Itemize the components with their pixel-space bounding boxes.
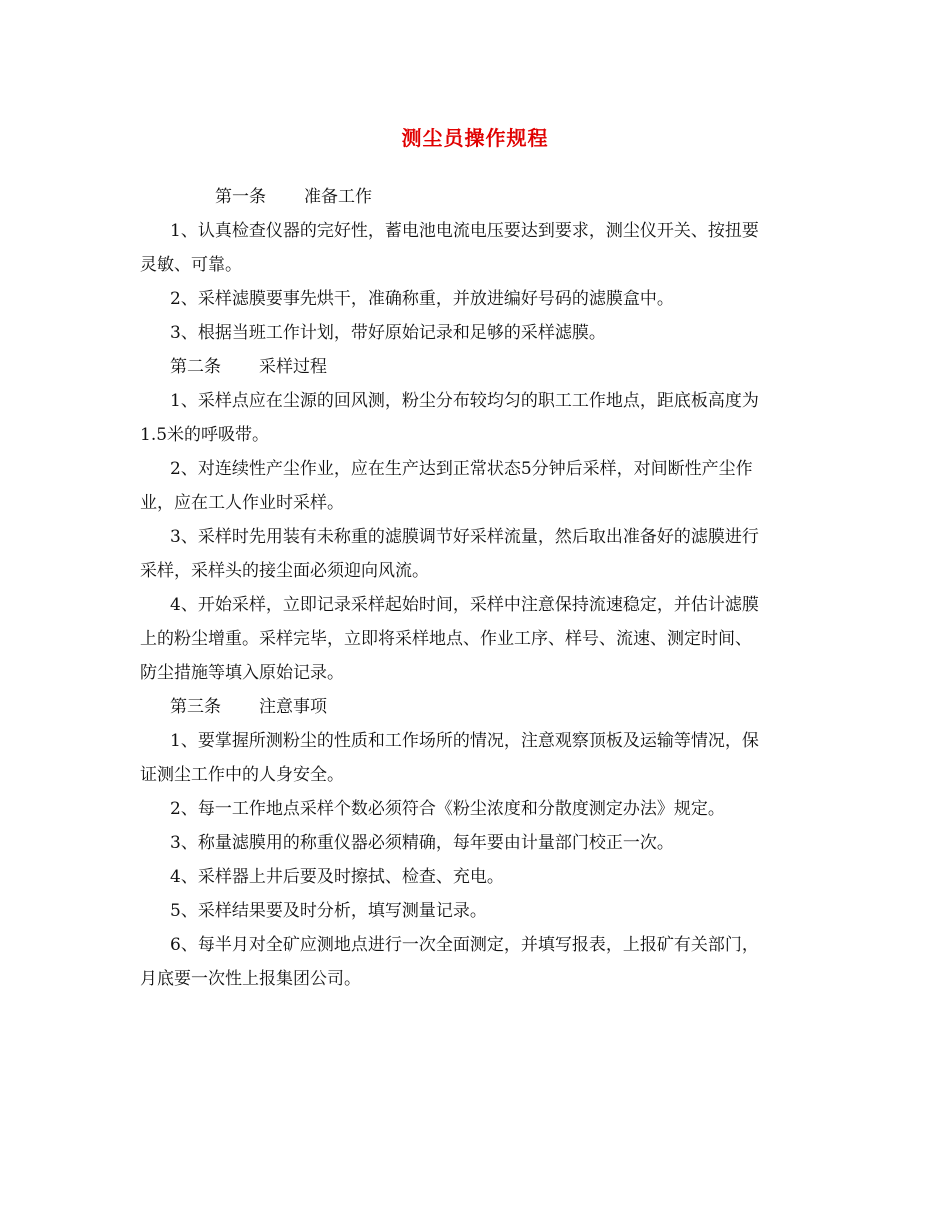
clause-line: 2、采样滤膜要事先烘干，准确称重，并放进编好号码的滤膜盒中。 — [170, 289, 674, 309]
clause-line: 月底要一次性上报集团公司。 — [140, 969, 361, 989]
clause-line: 5、采样结果要及时分析，填写测量记录。 — [170, 901, 487, 921]
document-title: 测尘员操作规程 — [401, 126, 549, 150]
article-heading — [140, 350, 812, 384]
clause-line: 防尘措施等填入原始记录。 — [140, 663, 344, 683]
clause-line: 1、认真检查仪器的完好性，蓄电池电流电压要达到要求，测尘仪开关、按扭要 — [170, 221, 759, 241]
clause-line: 证测尘工作中的人身安全。 — [140, 765, 344, 785]
article-title: 准备工作 — [304, 187, 372, 207]
article-label: 第三条 — [170, 697, 221, 717]
document-body — [140, 180, 812, 996]
clause-line: 业，应在工人作业时采样。 — [140, 493, 344, 513]
article-label: 第一条 — [215, 187, 266, 207]
clause-line: 1、采样点应在尘源的回风测，粉尘分布较均匀的职工工作地点，距底板高度为 — [170, 391, 759, 411]
clause-line: 3、称量滤膜用的称重仪器必须精确，每年要由计量部门校正一次。 — [170, 833, 674, 853]
clause-line: 3、根据当班工作计划，带好原始记录和足够的采样滤膜。 — [170, 323, 606, 343]
article-title: 采样过程 — [259, 357, 327, 377]
article-title: 注意事项 — [259, 697, 327, 717]
clause-line: 4、采样器上井后要及时擦拭、检查、充电。 — [170, 867, 504, 887]
clause-line: 4、开始采样，立即记录采样起始时间，采样中注意保持流速稳定，并估计滤膜 — [170, 595, 759, 615]
clause-line: 上的粉尘增重。采样完毕，立即将采样地点、作业工序、样号、流速、测定时间、 — [140, 629, 752, 649]
clause-line: 灵敏、可靠。 — [140, 255, 242, 275]
clause-line: 2、对连续性产尘作业，应在生产达到正常状态5分钟后采样，对间断性产尘作 — [170, 459, 753, 479]
clause-line: 1、要掌握所测粉尘的性质和工作场所的情况，注意观察顶板及运输等情况，保 — [170, 731, 759, 751]
clause-line: 3、采样时先用装有未称重的滤膜调节好采样流量，然后取出准备好的滤膜进行 — [170, 527, 759, 547]
clause-line: 2、每一工作地点采样个数必须符合《粉尘浓度和分散度测定办法》规定。 — [170, 799, 725, 819]
clause-line: 1.5米的呼吸带。 — [140, 425, 270, 445]
article-heading — [140, 690, 812, 724]
article-label: 第二条 — [170, 357, 221, 377]
clause-line: 采样，采样头的接尘面必须迎向风流。 — [140, 561, 429, 581]
article-heading — [140, 180, 812, 214]
clause-line: 6、每半月对全矿应测地点进行一次全面测定，并填写报表，上报矿有关部门， — [170, 935, 759, 955]
